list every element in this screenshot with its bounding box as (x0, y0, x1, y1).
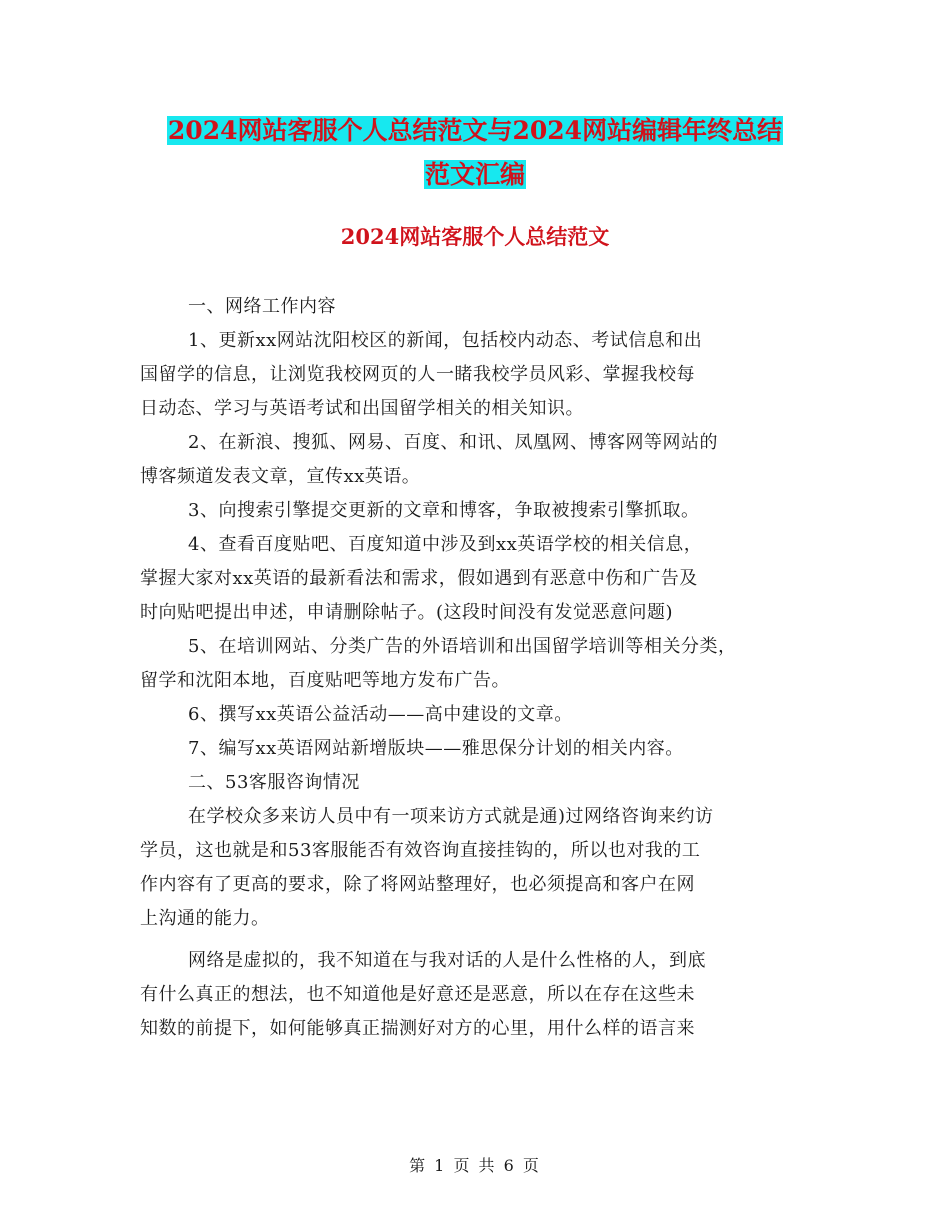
document-body (140, 290, 816, 1046)
paragraph-line: 留学和沈阳本地，百度贴吧等地方发布广告。 (140, 670, 510, 691)
paragraph-line: 国留学的信息，让浏览我校网页的人一睹我校学员风彩、掌握我校每 (140, 364, 695, 385)
paragraph-line: 时向贴吧提出申述，申请删除帖子。(这段时间没有发觉恶意问题) (140, 602, 674, 623)
paragraph-line: 上沟通的能力。 (140, 908, 270, 929)
document-title-line-2: 范文汇编 (424, 160, 525, 189)
paragraph-line: 学员，这也就是和53客服能否有效咨询直接挂钩的，所以也对我的工 (140, 840, 701, 861)
paragraph-line: 6、撰写xx英语公益活动——高中建设的文章。 (188, 704, 573, 725)
paragraph-line: 7、编写xx英语网站新增版块——雅思保分计划的相关内容。 (188, 738, 684, 759)
paragraph-line: 掌握大家对xx英语的最新看法和需求，假如遇到有恶意中伤和广告及 (140, 568, 698, 589)
paragraph-line: 5、在培训网站、分类广告的外语培训和出国留学培训等相关分类， (188, 636, 737, 657)
document-title-line-1: 2024网站客服个人总结范文与2024网站编辑年终总结 (167, 116, 783, 145)
paragraph-line: 博客频道发表文章，宣传xx英语。 (140, 466, 421, 487)
paragraph-line: 4、查看百度贴吧、百度知道中涉及到xx英语学校的相关信息， (188, 534, 703, 555)
paragraph-line: 知数的前提下，如何能够真正揣测好对方的心里，用什么样的语言来 (140, 1018, 695, 1039)
paragraph-line: 1、更新xx网站沈阳校区的新闻，包括校内动态、考试信息和出 (188, 330, 703, 351)
heading-53-service: 二、53客服咨询情况 (188, 772, 360, 793)
heading-network-work: 一、网络工作内容 (188, 296, 336, 317)
paragraph-line: 有什么真正的想法，也不知道他是好意还是恶意，所以在存在这些未 (140, 984, 695, 1005)
paragraph-line: 在学校众多来访人员中有一项来访方式就是通)过网络咨询来约访 (188, 806, 714, 827)
paragraph-line: 网络是虚拟的，我不知道在与我对话的人是什么性格的人，到底 (188, 950, 706, 971)
paragraph-line: 作内容有了更高的要求，除了将网站整理好，也必须提高和客户在网 (140, 874, 695, 895)
paragraph-line: 2、在新浪、搜狐、网易、百度、和讯、凤凰网、博客网等网站的 (188, 432, 718, 453)
section-title: 2024网站客服个人总结范文 (340, 224, 610, 249)
page-number-footer: 第 1 页 共 6 页 (409, 1156, 541, 1175)
paragraph-line: 日动态、学习与英语考试和出国留学相关的相关知识。 (140, 398, 584, 419)
paragraph-line: 3、向搜索引擎提交更新的文章和博客，争取被搜索引擎抓取。 (188, 500, 700, 521)
